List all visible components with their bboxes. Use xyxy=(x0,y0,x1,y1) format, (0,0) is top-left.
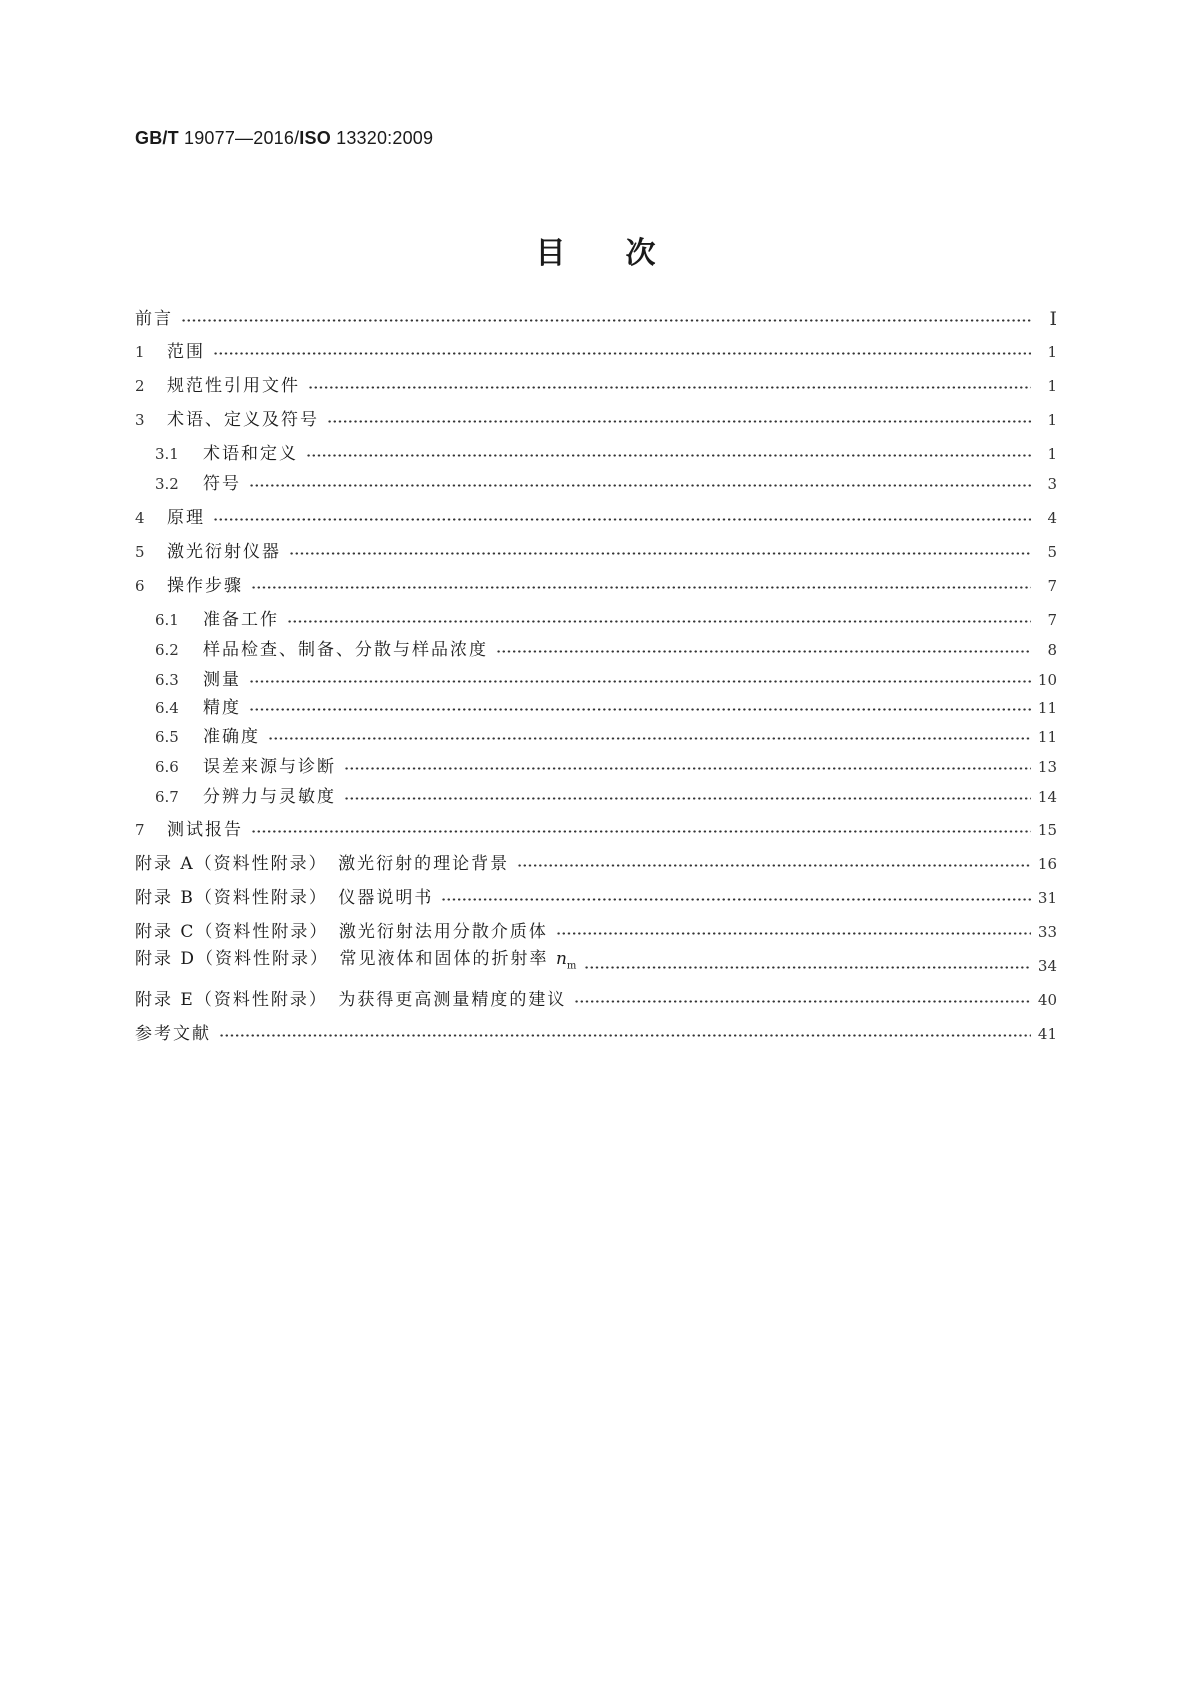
toc-entry-title-text: 附录 D（资料性附录） 常见液体和固体的折射率 xyxy=(135,948,549,969)
page-title: 目次 xyxy=(535,236,716,271)
refractive-index-subscript: m xyxy=(566,960,577,971)
toc-entry-title-text: 术语、定义及符号 xyxy=(167,410,319,430)
toc-entry-title-text: 精度 xyxy=(203,698,241,718)
toc-entry-title-text: 参考文献 xyxy=(135,1024,211,1044)
toc-entry[interactable] xyxy=(135,306,1057,332)
toc-leader-dots xyxy=(249,704,1031,714)
toc-leader-dots xyxy=(584,962,1031,972)
toc-leader-dots xyxy=(574,996,1031,1006)
toc-leader-dots xyxy=(441,894,1031,904)
toc-entry[interactable] xyxy=(155,667,1057,693)
toc-entry-title xyxy=(203,471,241,497)
toc-entry-title xyxy=(167,339,205,365)
toc-entry-title-text: 原理 xyxy=(167,508,205,528)
toc-entry[interactable] xyxy=(135,505,1057,531)
toc-entry-page: 13 xyxy=(1037,758,1057,776)
toc-entry[interactable] xyxy=(155,607,1057,633)
toc-entry-page: 16 xyxy=(1037,855,1057,873)
toc-entry-page: 4 xyxy=(1047,509,1057,527)
toc-entry[interactable] xyxy=(155,695,1057,721)
toc-entry-title xyxy=(167,505,205,531)
toc-entry-page: 10 xyxy=(1037,671,1057,689)
toc-entry-title-text: 附录 B（资料性附录） 仪器说明书 xyxy=(135,888,434,908)
toc-entry-title-text: 附录 A（资料性附录） 激光衍射的理论背景 xyxy=(135,854,510,874)
toc-entry-number: 6.2 xyxy=(155,641,179,659)
toc-entry-page: 41 xyxy=(1037,1025,1057,1043)
toc-entry[interactable] xyxy=(135,851,1057,877)
toc-leader-dots xyxy=(289,548,1031,558)
toc-entry-title xyxy=(167,407,319,433)
toc-leader-dots xyxy=(213,348,1031,358)
toc-entry-title xyxy=(135,919,548,945)
toc-entry-page: 15 xyxy=(1037,821,1057,839)
std-number: 19077—2016/ xyxy=(178,128,300,148)
toc-entry-page: 7 xyxy=(1047,611,1057,629)
toc-entry-title-text: 准确度 xyxy=(203,727,260,747)
toc-entry-page: 40 xyxy=(1037,991,1057,1009)
toc-entry-number: 1 xyxy=(135,343,145,361)
toc-leader-dots xyxy=(306,450,1031,460)
toc-leader-dots xyxy=(556,928,1031,938)
toc-entry-page: 33 xyxy=(1037,923,1057,941)
toc-entry-number: 6.7 xyxy=(155,788,179,806)
toc-entry-number: 6.1 xyxy=(155,611,179,629)
toc-entry[interactable] xyxy=(155,441,1057,467)
toc-entry-number: 6.4 xyxy=(155,699,179,717)
toc-entry-title-text: 附录 C（资料性附录） 激光衍射法用分散介质体 xyxy=(135,922,548,942)
toc-entry[interactable] xyxy=(135,919,1057,945)
toc-entry[interactable] xyxy=(135,987,1057,1013)
toc-entry-number: 7 xyxy=(135,821,145,839)
toc-entry-title-text: 激光衍射仪器 xyxy=(167,542,281,562)
toc-entry-number: 3 xyxy=(135,411,145,429)
toc-entry-title xyxy=(203,724,260,750)
refractive-index-symbol: n xyxy=(555,948,567,969)
toc-leader-dots xyxy=(251,826,1031,836)
standard-code xyxy=(135,128,433,149)
toc-entry-title-text: 准备工作 xyxy=(203,610,279,630)
toc-entry-title xyxy=(203,784,336,810)
toc-entry-title xyxy=(135,946,576,979)
toc-entry-title xyxy=(203,754,336,780)
toc-entry-title xyxy=(203,695,241,721)
toc-entry-page: 7 xyxy=(1047,577,1057,595)
toc-entry[interactable] xyxy=(155,724,1057,750)
toc-entry-title-text: 附录 E（资料性附录） 为获得更高测量精度的建议 xyxy=(135,990,567,1010)
toc-leader-dots xyxy=(181,315,1031,325)
toc-entry-number: 5 xyxy=(135,543,145,561)
toc-entry-title xyxy=(135,885,433,911)
toc-entry-title-text: 符号 xyxy=(203,474,241,494)
toc-entry-page: 1 xyxy=(1047,411,1057,429)
toc-entry[interactable] xyxy=(135,1021,1057,1047)
iso-prefix: ISO xyxy=(299,128,331,148)
toc-entry-title-text: 分辨力与灵敏度 xyxy=(203,787,336,807)
toc-entry-page: 11 xyxy=(1037,699,1057,717)
toc-entry-page: 1 xyxy=(1047,343,1057,361)
toc-entry-title-text: 前言 xyxy=(135,309,173,329)
toc-entry-title xyxy=(135,1021,211,1047)
toc-entry-page: 1 xyxy=(1047,445,1057,463)
toc-entry[interactable] xyxy=(135,339,1057,365)
toc-leader-dots xyxy=(327,416,1031,426)
toc-entry[interactable] xyxy=(155,754,1057,780)
toc-entry-number: 6.3 xyxy=(155,671,179,689)
toc-entry[interactable] xyxy=(135,407,1057,433)
toc-entry[interactable] xyxy=(135,885,1057,911)
toc-leader-dots xyxy=(344,763,1031,773)
toc-entry[interactable] xyxy=(135,539,1057,565)
toc-entry[interactable] xyxy=(135,373,1057,399)
toc-entry-title xyxy=(167,573,243,599)
toc-entry-page: 5 xyxy=(1047,543,1057,561)
toc-leader-dots xyxy=(308,382,1031,392)
toc-entry-number: 6.5 xyxy=(155,728,179,746)
iso-number: 13320:2009 xyxy=(330,128,434,148)
toc-entry-page: 11 xyxy=(1037,728,1057,746)
toc-entry-title xyxy=(203,667,241,693)
toc-entry[interactable] xyxy=(135,948,1057,979)
toc-entry-title-text: 样品检查、制备、分散与样品浓度 xyxy=(203,640,488,660)
toc-entry-title xyxy=(167,817,243,843)
toc-entry[interactable] xyxy=(135,573,1057,599)
toc-entry-title xyxy=(203,607,279,633)
toc-entry-title xyxy=(135,306,173,332)
toc-entry-page: 8 xyxy=(1047,641,1057,659)
toc-leader-dots xyxy=(219,1030,1031,1040)
toc-entry-title xyxy=(167,373,300,399)
toc-entry-number: 3.1 xyxy=(155,445,179,463)
toc-entry-title xyxy=(203,637,488,663)
toc-leader-dots xyxy=(213,514,1031,524)
toc-entry-page: 31 xyxy=(1037,889,1057,907)
toc-entry-number: 3.2 xyxy=(155,475,179,493)
toc-entry-page: 34 xyxy=(1037,957,1057,975)
toc-entry-number: 6.6 xyxy=(155,758,179,776)
toc-leader-dots xyxy=(344,793,1031,803)
toc-entry-page: 14 xyxy=(1037,788,1057,806)
toc-entry-title-text: 范围 xyxy=(167,342,205,362)
toc-entry-title-text: 规范性引用文件 xyxy=(167,376,300,396)
toc-entry[interactable] xyxy=(155,471,1057,497)
toc-entry-number: 2 xyxy=(135,377,145,395)
toc-entry-page: Ⅰ xyxy=(1049,308,1057,330)
toc-entry[interactable] xyxy=(155,784,1057,810)
toc-entry[interactable] xyxy=(155,637,1057,663)
toc-entry-title-text: 测试报告 xyxy=(167,820,243,840)
toc-entry-title xyxy=(135,851,509,877)
toc-leader-dots xyxy=(287,616,1031,626)
toc-leader-dots xyxy=(496,646,1031,656)
toc-leader-dots xyxy=(251,582,1031,592)
toc-entry-number: 6 xyxy=(135,577,145,595)
toc-leader-dots xyxy=(249,480,1031,490)
toc-entry-title-text: 测量 xyxy=(203,670,241,690)
toc-entry-number: 4 xyxy=(135,509,145,527)
toc-entry-title xyxy=(203,441,298,467)
std-prefix: GB/T xyxy=(135,128,179,148)
toc-entry-page: 1 xyxy=(1047,377,1057,395)
toc-entry-title xyxy=(167,539,281,565)
toc-entry-title-text: 误差来源与诊断 xyxy=(203,757,336,777)
toc-entry[interactable] xyxy=(135,817,1057,843)
toc-entry-title xyxy=(135,987,566,1013)
toc-leader-dots xyxy=(249,676,1031,686)
toc-entry-title-text: 术语和定义 xyxy=(203,444,298,464)
toc-leader-dots xyxy=(268,733,1031,743)
toc-entry-title-text: 操作步骤 xyxy=(167,576,243,596)
toc-entry-page: 3 xyxy=(1047,475,1057,493)
toc-leader-dots xyxy=(517,860,1031,870)
